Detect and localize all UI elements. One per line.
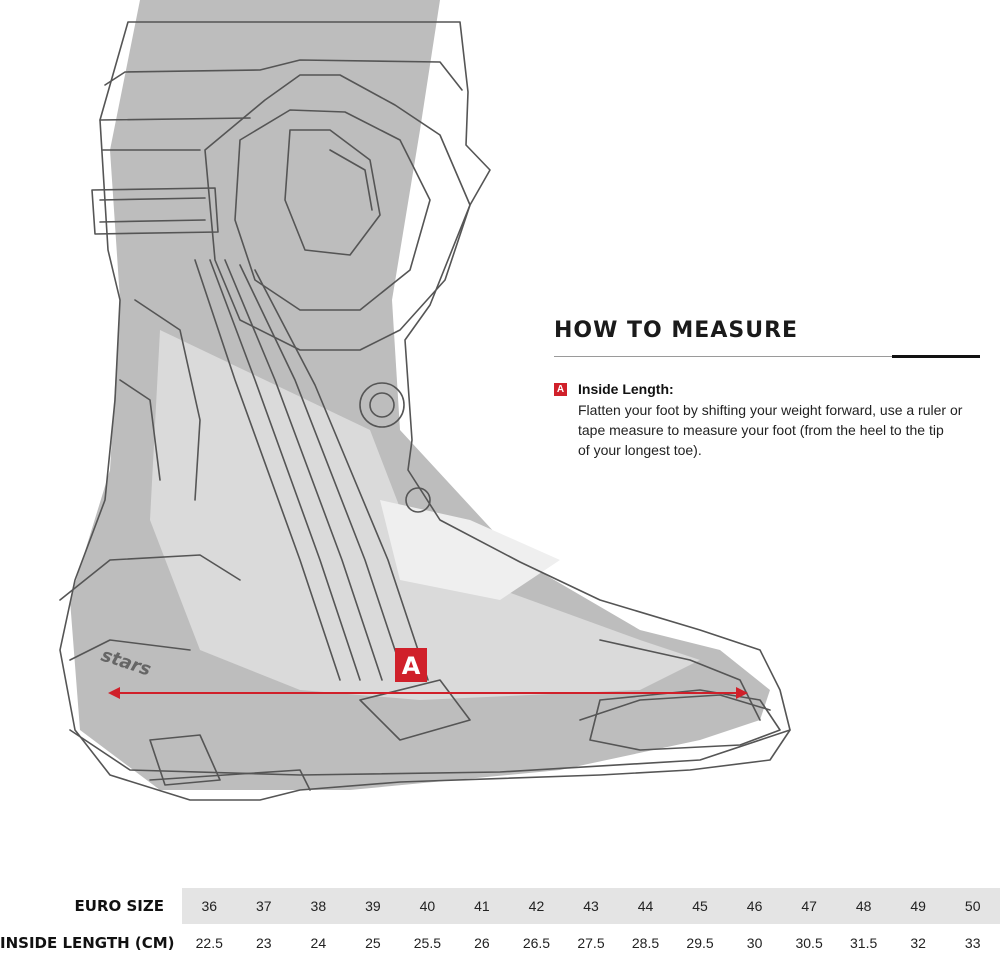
brand-mark: stars [98,644,154,681]
table-row-euro-size [0,888,1000,924]
table-cell: 22.5 [195,935,223,951]
table-cell: 26.5 [522,935,551,951]
section-title: HOW TO MEASURE [554,318,799,343]
instruction-line: of your longest toe). [578,442,702,458]
table-cell: 24 [310,935,327,951]
row-label: INSIDE LENGTH (CM) [0,934,175,952]
instruction-label: Inside Length: [578,381,674,397]
table-cell: 26 [474,935,490,951]
table-cell: 38 [310,898,327,914]
instruction-line: tape measure to measure your foot (from the heel to the tip [578,422,944,438]
row-cells [182,888,1000,924]
instruction-line: Flatten your foot by shifting your weight forward, use a ruler or [578,402,963,418]
table-cell: 41 [474,898,490,914]
table-cell: 29.5 [686,935,714,951]
how-to-measure-panel [554,318,980,460]
table-cell: 40 [419,898,436,914]
table-cell: 30 [746,935,763,951]
table-cell: 36 [201,898,218,914]
title-divider [554,355,980,357]
measure-marker-letter: A [401,652,421,680]
row-label: EURO SIZE [74,897,164,915]
table-cell: 43 [583,898,599,914]
table-cell: 46 [746,898,763,914]
table-cell: 32 [910,935,926,951]
instruction-text [578,400,980,460]
table-cell: 44 [637,898,654,914]
marker-badge: A [554,383,567,396]
table-cell: 33 [964,935,981,951]
table-cell: 25 [365,935,381,951]
table-cell: 27.5 [577,935,605,951]
table-cell: 37 [256,898,272,914]
row-cells [182,925,1000,961]
table-cell: 39 [365,898,381,914]
table-row-inside-length [0,925,1000,961]
table-cell: 23 [256,935,272,951]
table-cell: 47 [801,898,817,914]
instruction-inside-length [554,381,980,460]
table-cell: 50 [964,898,981,914]
table-cell: 48 [855,898,872,914]
table-cell: 30.5 [795,935,823,951]
table-cell: 42 [528,898,545,914]
table-cell: 45 [692,898,708,914]
table-cell: 25.5 [413,935,442,951]
table-cell: 49 [910,898,926,914]
table-cell: 31.5 [850,935,878,951]
size-chart-table [0,888,1000,961]
table-cell: 28.5 [631,935,660,951]
